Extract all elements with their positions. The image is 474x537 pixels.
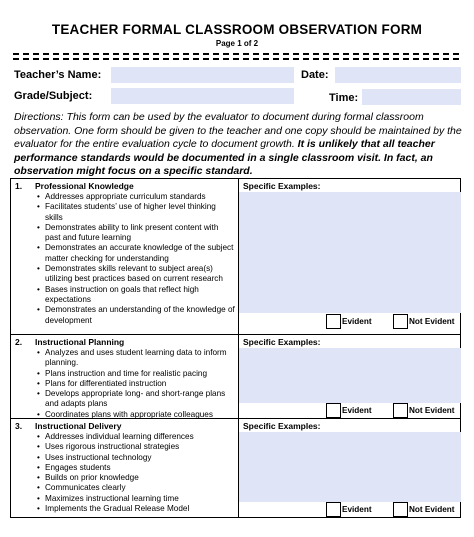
evident-checkbox[interactable] — [326, 403, 341, 418]
section-number: 1. — [15, 181, 23, 191]
section-title: Instructional Delivery — [35, 421, 122, 431]
evident-label: Evident — [342, 406, 372, 415]
directions-paragraph — [14, 111, 464, 179]
list-item: • Maximizes instructional learning time — [37, 494, 235, 504]
section-instructional-delivery — [10, 418, 461, 518]
list-item: • Plans instruction and time for realistic pacing — [37, 369, 235, 379]
indicator-list — [37, 432, 235, 514]
section-instructional-planning — [10, 334, 461, 419]
list-item: • Communicates clearly — [37, 483, 235, 493]
not-evident-label: Not Evident — [409, 317, 455, 326]
not-evident-checkbox[interactable] — [393, 314, 408, 329]
list-item: • Facilitates students’ use of higher level thinking skills — [37, 202, 235, 223]
specific-examples-field[interactable] — [239, 432, 461, 502]
list-item: • Coordinates plans with appropriate colleagues — [37, 410, 235, 420]
list-item: • Uses rigorous instructional strategies — [37, 442, 235, 452]
time-label: Time: — [329, 92, 359, 104]
grade-subject-field[interactable] — [111, 88, 294, 104]
date-label: Date: — [301, 69, 329, 81]
specific-examples-label: Specific Examples: — [243, 421, 321, 431]
standard-column — [11, 419, 239, 517]
evident-label: Evident — [342, 317, 372, 326]
list-item: • Uses instructional technology — [37, 453, 235, 463]
list-item: • Addresses individual learning differences — [37, 432, 235, 442]
time-field[interactable] — [362, 89, 461, 105]
directions-emphasis: It is unlikely that all teacher performance standards would be documented in a single classroom visit. In fact, an observation might focus on a specific standard. — [14, 138, 435, 178]
date-field[interactable] — [335, 67, 461, 83]
teacher-name-label: Teacher’s Name: — [14, 69, 102, 81]
grade-subject-label: Grade/Subject: — [14, 90, 93, 102]
not-evident-label: Not Evident — [409, 505, 455, 514]
dashed-divider — [13, 58, 459, 60]
list-item: • Demonstrates skills relevant to subject area(s) utilizing best practices based on current research — [37, 264, 235, 285]
indicator-list — [37, 192, 235, 326]
list-item: • Implements the Gradual Release Model — [37, 504, 235, 514]
directions-label: Directions: — [14, 111, 64, 123]
list-item: • Builds on prior knowledge — [37, 473, 235, 483]
section-number: 2. — [15, 337, 23, 347]
directions-text: This form can be used by the evaluator to document during formal classroom observation. One form should be given to the teacher and one copy should be maintained by the evaluator for the entire evaluation cycle to document growth. — [14, 111, 462, 151]
specific-examples-label: Specific Examples: — [243, 181, 321, 191]
list-item: • Analyzes and uses student learning data to inform planning. — [37, 348, 235, 369]
list-item: • Demonstrates an understanding of the knowledge of development — [37, 305, 235, 326]
list-item: • Bases instruction on goals that reflect high expectations — [37, 285, 235, 306]
form-title: TEACHER FORMAL CLASSROOM OBSERVATION FORM — [51, 22, 423, 37]
not-evident-checkbox[interactable] — [393, 403, 408, 418]
section-title: Instructional Planning — [35, 337, 125, 347]
standard-column — [11, 179, 239, 334]
evident-checkbox[interactable] — [326, 314, 341, 329]
not-evident-checkbox[interactable] — [393, 502, 408, 517]
evident-label: Evident — [342, 505, 372, 514]
specific-examples-label: Specific Examples: — [243, 337, 321, 347]
evident-checkbox[interactable] — [326, 502, 341, 517]
not-evident-label: Not Evident — [409, 406, 455, 415]
list-item: • Demonstrates an accurate knowledge of the subject matter checking for understanding — [37, 243, 235, 264]
section-professional-knowledge — [10, 178, 461, 335]
section-number: 3. — [15, 421, 23, 431]
list-item: • Addresses appropriate curriculum standards — [37, 192, 235, 202]
page-number: Page 1 of 2 — [215, 39, 259, 48]
specific-examples-field[interactable] — [239, 192, 461, 313]
standard-column — [11, 335, 239, 418]
teacher-name-field[interactable] — [111, 67, 294, 83]
dashed-divider — [13, 53, 459, 55]
indicator-list — [37, 348, 235, 420]
list-item: • Demonstrates ability to link present content with past and future learning — [37, 223, 235, 244]
section-title: Professional Knowledge — [35, 181, 134, 191]
list-item: • Engages students — [37, 463, 235, 473]
list-item: • Develops appropriate long- and short-range plans and adapts plans — [37, 389, 235, 410]
list-item: • Plans for differentiated instruction — [37, 379, 235, 389]
specific-examples-field[interactable] — [239, 348, 461, 403]
